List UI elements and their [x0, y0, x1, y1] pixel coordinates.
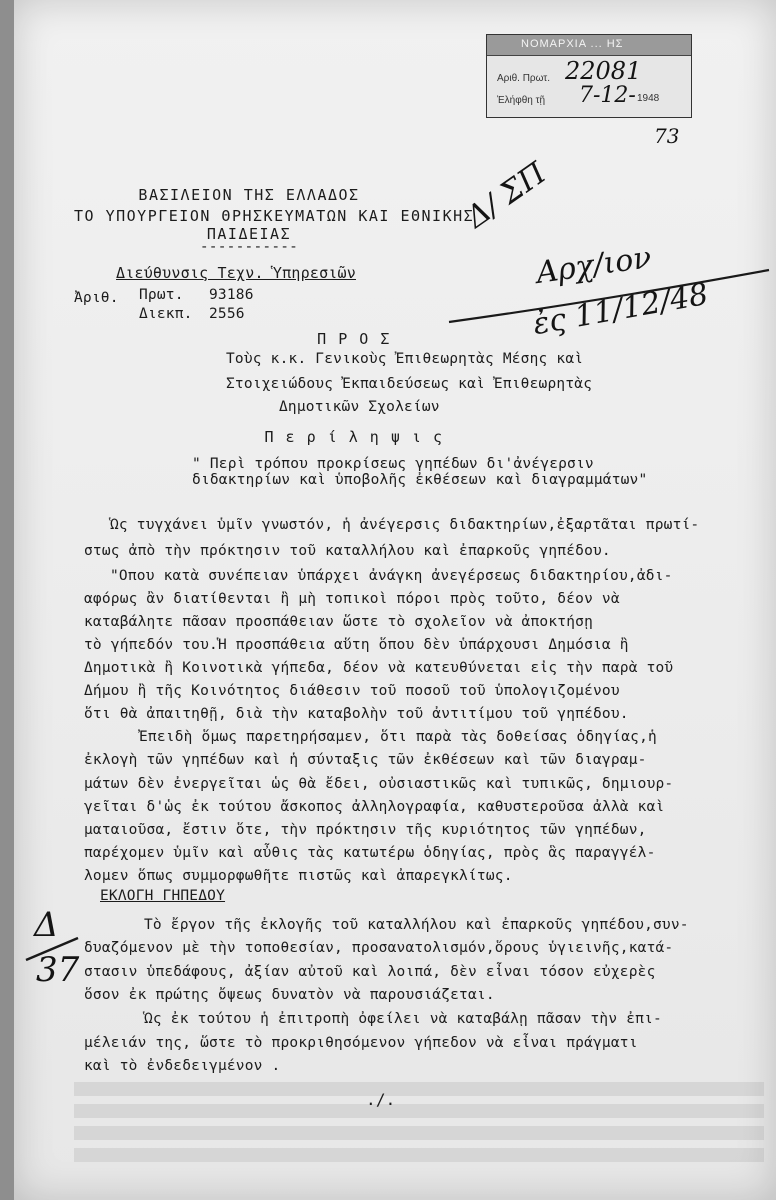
- section-line: στασιν ὑπεδάφους, ἀξίαν αὐτοῦ καὶ λοιπά, δὲν εἶναι τόσον εὐχερὲς: [84, 964, 656, 980]
- registration-stamp: [486, 34, 692, 118]
- body-line: Δημοτικὰ ἢ Κοινοτικὰ γήπεδα, δέον νὰ κατευθύνεται εἰς τὴν παρὰ τοῦ: [84, 660, 674, 676]
- body-line: παρέχομεν ὑμῖν καὶ αὖθις τὰς κατωτέρω ὁδηγίας, πρὸς ἃς παραγγέλ-: [84, 845, 656, 861]
- prot-number: 93186: [209, 287, 254, 303]
- diekp-label: Διεκπ.: [139, 306, 193, 322]
- body-line: αφόρως ἂν διατίθενται ἢ μὴ τοπικοὶ πόροι πρὸς τοῦτο, δέον νὰ: [84, 591, 620, 607]
- stamp-header: ΝΟΜΑΡΧΙΑ ... ΗΣ: [521, 38, 624, 50]
- body-line: μάτων δὲν ἐνεργεῖται ὡς θὰ ἔδει, οὐσιαστικῶς καὶ τυπικῶς, δημιουρ-: [84, 776, 674, 792]
- directorate-line: Διεύθυνσις Τεχν. Ὑπηρεσιῶν: [116, 264, 356, 282]
- section-line: δυαζόμενον μὲ τὴν τοποθεσίαν, προσανατολισμόν,ὅρους ὑγιεινῆς,κατά-: [84, 940, 674, 956]
- page-number-handwritten: 73: [654, 124, 680, 148]
- body-line: καταβάλητε πᾶσαν προσπάθειαν ὥστε τὸ σχολεῖον νὰ ἀποκτήσῃ: [84, 614, 593, 630]
- summary-heading: Π ε ρ ί λ η ψ ι ς: [264, 428, 444, 446]
- section-heading: ΕΚΛΟΓΗ ΓΗΠΕΔΟΥ: [100, 888, 226, 904]
- handwritten-left-mark-top: Δ: [34, 905, 59, 945]
- body-line: ὅτι θὰ ἀπαιτηθῇ, διὰ τὴν καταβολὴν τοῦ ἀντιτίμου τοῦ γηπέδου.: [84, 706, 629, 722]
- diekp-number: 2556: [209, 306, 245, 322]
- addressee-line-3: Δημοτικῶν Σχολείων: [279, 399, 440, 415]
- bleed-through-line: [74, 1104, 764, 1118]
- body-line: Ὡς τυγχάνει ὑμῖν γνωστόν, ἡ ἀνέγερσις διδακτηρίων,ἐξαρτᾶται πρωτί-: [110, 517, 700, 533]
- section-line: Τὸ ἔργον τῆς ἐκλογῆς τοῦ καταλλήλου καὶ ἐπαρκοῦς γηπέδου,συν-: [144, 917, 689, 933]
- ministry-header-cont: ΠΑΙΔΕΙΑΣ: [206, 225, 292, 243]
- section-line: μέλειάν της, ὥστε τὸ προκριθησόμενον γήπεδον νὰ εἶναι πράγματι: [84, 1035, 638, 1051]
- ref-label: Ἀριθ.: [74, 290, 119, 306]
- handwritten-stroke: [444, 262, 774, 332]
- body-line: στως ἀπὸ τὴν πρόκτησιν τοῦ καταλλήλου καὶ ἐπαρκοῦς γηπέδου.: [84, 543, 611, 559]
- section-line: καὶ τὸ ἐνδεδειγμένον .: [84, 1058, 281, 1074]
- stamp-received-label: Ἐλήφθη τῇ: [497, 95, 546, 106]
- ministry-header: ΤΟ ΥΠΟΥΡΓΕΙΟΝ ΘΡΗΣΚΕΥΜΑΤΩΝ ΚΑΙ ΕΘΝΙΚΗΣ: [74, 207, 475, 225]
- body-line: Ἐπειδὴ ὅμως παρετηρήσαμεν, ὅτι παρὰ τὰς δοθείσας ὁδηγίας,ἡ: [139, 729, 657, 745]
- stamp-year: 1948: [637, 93, 660, 104]
- addressee-line-1: Τοὺς κ.κ. Γενικοὺς Ἐπιθεωρητὰς Μέσης καὶ: [226, 351, 584, 367]
- handwritten-archive-date: ἐς 11/12/48: [530, 276, 711, 343]
- stamp-date-handwritten: 7-12-: [579, 83, 636, 108]
- body-line: ματαιοῦσα, ἔστιν ὅτε, τὴν πρόκτησιν τῆς κυριότητος τῶν γηπέδων,: [84, 822, 647, 838]
- body-line: τὸ γήπεδόν του.Ἡ προσπάθεια αὕτη ὅπου δὲν ὑπάρχουσι Δημόσια ἢ: [84, 637, 629, 653]
- stamp-protocol-label: Αριθ. Πρωτ.: [497, 73, 551, 84]
- body-line: Δήμου ἢ τῆς Κοινότητος διάθεσιν τοῦ ποσοῦ τοῦ ὑπολογιζομένου: [84, 683, 620, 699]
- addressee-line-2: Στοιχειώδους Ἐκπαιδεύσεως καὶ Ἐπιθεωρητὰς: [226, 376, 593, 392]
- summary-line-1: " Περὶ τρόπου προκρίσεως γηπέδων δι'ἀνέγερσιν: [192, 456, 594, 472]
- handwritten-top-mark: Δ/ ΣΠ: [459, 155, 553, 236]
- document-page: [14, 0, 776, 1200]
- handwritten-archive-note: Αρχ/ιον: [534, 240, 654, 291]
- body-line: γεῖται δ'ὡς ἐκ τούτου ἄσκοπος ἀλληλογραφία, καθυστεροῦσα ἀλλὰ καὶ: [84, 799, 665, 815]
- body-line: ἐκλογὴ τῶν γηπέδων καὶ ἡ σύνταξις τῶν ἐκθέσεων καὶ τῶν διαγραμ-: [84, 752, 647, 768]
- bleed-through-line: [74, 1126, 764, 1140]
- bleed-through-line: [74, 1148, 764, 1162]
- body-line: "Οπου κατὰ συνέπειαν ὑπάρχει ἀνάγκη ἀνεγέρσεως διδακτηρίου,ἀδι-: [110, 568, 673, 584]
- continuation-mark: ./.: [366, 1090, 396, 1109]
- stamp-header-band: [487, 35, 691, 56]
- body-line: λομεν ὅπως συμμορφωθῆτε πιστῶς καὶ ἀπαρεγκλίτως.: [84, 868, 513, 884]
- summary-line-2: διδακτηρίων καὶ ὑποβολῆς ἐκθέσεων καὶ διαγραμμάτων": [192, 472, 648, 488]
- handwritten-left-mark-bottom: 37: [36, 950, 80, 990]
- stamp-number-handwritten: 22081: [565, 57, 642, 85]
- bleed-through-line: [74, 1082, 764, 1096]
- header-rule: -----------: [199, 239, 299, 255]
- section-line: Ὡς ἐκ τούτου ἡ ἐπιτροπὴ ὀφείλει νὰ καταβάλῃ πᾶσαν τὴν ἐπι-: [144, 1011, 662, 1027]
- to-heading: Π Ρ Ο Σ: [317, 330, 391, 348]
- prot-label: Πρωτ.: [139, 287, 184, 303]
- section-line: ὅσον ἐκ πρώτης ὄψεως δυνατὸν νὰ παρουσιάζεται.: [84, 987, 495, 1003]
- kingdom-header: ΒΑΣΙΛΕΙΟΝ ΤΗΣ ΕΛΛΑΔΟΣ: [138, 186, 360, 204]
